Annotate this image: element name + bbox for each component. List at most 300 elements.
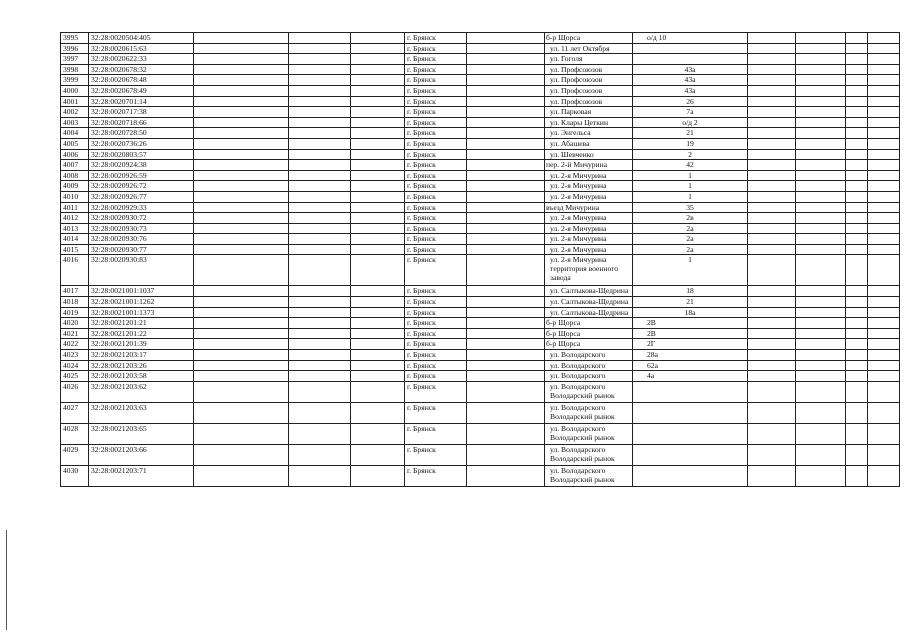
empty-cell — [796, 423, 846, 444]
empty-cell — [868, 297, 900, 308]
city-cell: г. Брянск — [405, 213, 467, 224]
empty-cell — [868, 181, 900, 192]
empty-cell — [846, 255, 868, 286]
empty-cell — [868, 54, 900, 65]
street-cell: ул. Володарского — [545, 350, 633, 361]
empty-cell — [351, 170, 405, 181]
cadastral-number-cell: 32:28:0021201:21 — [89, 318, 194, 329]
row-number-cell: 4005 — [61, 138, 89, 149]
city-cell: г. Брянск — [405, 96, 467, 107]
row-number-cell: 3999 — [61, 75, 89, 86]
street-cell: ул. Володарского — [545, 360, 633, 371]
row-number-cell: 3998 — [61, 64, 89, 75]
city-cell: г. Брянск — [405, 444, 467, 465]
city-cell: г. Брянск — [405, 350, 467, 361]
table-row — [61, 117, 900, 128]
empty-cell — [846, 381, 868, 402]
row-number-cell: 4018 — [61, 297, 89, 308]
empty-cell — [796, 255, 846, 286]
empty-cell — [194, 96, 289, 107]
empty-cell — [748, 350, 796, 361]
empty-cell — [868, 223, 900, 234]
empty-cell — [194, 465, 289, 486]
empty-cell — [194, 350, 289, 361]
cadastral-number-cell: 32:28:0020926:72 — [89, 181, 194, 192]
street-cell: ул. 2-я Мичурина — [545, 181, 633, 192]
empty-cell — [796, 223, 846, 234]
empty-cell — [467, 255, 545, 286]
empty-cell — [289, 202, 351, 213]
row-number-cell: 4023 — [61, 350, 89, 361]
table-row — [61, 402, 900, 423]
empty-cell — [846, 465, 868, 486]
empty-cell — [351, 107, 405, 118]
empty-cell — [846, 54, 868, 65]
table-row — [61, 160, 900, 171]
empty-cell — [796, 117, 846, 128]
empty-cell — [846, 43, 868, 54]
empty-cell — [846, 128, 868, 139]
empty-cell — [748, 85, 796, 96]
table-row — [61, 255, 900, 286]
cadastral-number-cell: 32:28:0020701:14 — [89, 96, 194, 107]
empty-cell — [289, 107, 351, 118]
empty-cell — [289, 371, 351, 382]
house-number-cell — [633, 54, 748, 65]
empty-cell — [748, 255, 796, 286]
empty-cell — [748, 202, 796, 213]
city-cell: г. Брянск — [405, 149, 467, 160]
row-number-cell: 3997 — [61, 54, 89, 65]
empty-cell — [467, 223, 545, 234]
empty-cell — [796, 43, 846, 54]
empty-cell — [351, 43, 405, 54]
empty-cell — [846, 328, 868, 339]
empty-cell — [846, 350, 868, 361]
city-cell: г. Брянск — [405, 328, 467, 339]
empty-cell — [796, 381, 846, 402]
cadastral-number-cell: 32:28:0021001:1373 — [89, 307, 194, 318]
city-cell: г. Брянск — [405, 170, 467, 181]
empty-cell — [796, 213, 846, 224]
house-number-cell: 21 — [633, 128, 748, 139]
empty-cell — [467, 75, 545, 86]
row-number-cell: 4016 — [61, 255, 89, 286]
empty-cell — [796, 170, 846, 181]
empty-cell — [868, 402, 900, 423]
empty-cell — [868, 328, 900, 339]
street-cell: ул. Гоголя — [545, 54, 633, 65]
empty-cell — [467, 202, 545, 213]
empty-cell — [868, 381, 900, 402]
table-row — [61, 318, 900, 329]
empty-cell — [796, 54, 846, 65]
empty-cell — [846, 339, 868, 350]
empty-cell — [289, 244, 351, 255]
empty-cell — [289, 85, 351, 96]
empty-cell — [467, 339, 545, 350]
street-cell: въезд Мичурина — [545, 202, 633, 213]
street-cell: ул. 2-я Мичурина — [545, 223, 633, 234]
empty-cell — [351, 328, 405, 339]
empty-cell — [868, 255, 900, 286]
row-number-cell: 4022 — [61, 339, 89, 350]
street-cell: ул. Профсоюзов — [545, 75, 633, 86]
house-number-cell: 2а — [633, 234, 748, 245]
city-cell: г. Брянск — [405, 465, 467, 486]
empty-cell — [846, 286, 868, 297]
house-number-cell: 4а — [633, 371, 748, 382]
empty-cell — [467, 244, 545, 255]
empty-cell — [868, 307, 900, 318]
city-cell: г. Брянск — [405, 33, 467, 44]
table-row — [61, 96, 900, 107]
empty-cell — [289, 381, 351, 402]
table-row — [61, 33, 900, 44]
house-number-cell — [633, 444, 748, 465]
city-cell: г. Брянск — [405, 286, 467, 297]
empty-cell — [796, 465, 846, 486]
row-number-cell: 4017 — [61, 286, 89, 297]
street-cell: ул. 2-я Мичурина — [545, 213, 633, 224]
empty-cell — [467, 234, 545, 245]
empty-cell — [796, 202, 846, 213]
empty-cell — [846, 96, 868, 107]
empty-cell — [289, 191, 351, 202]
empty-cell — [796, 107, 846, 118]
empty-cell — [194, 381, 289, 402]
empty-cell — [748, 128, 796, 139]
empty-cell — [467, 138, 545, 149]
registry-table-body — [61, 33, 900, 487]
empty-cell — [467, 371, 545, 382]
empty-cell — [289, 96, 351, 107]
empty-cell — [748, 360, 796, 371]
table-row — [61, 170, 900, 181]
empty-cell — [289, 423, 351, 444]
empty-cell — [796, 138, 846, 149]
empty-cell — [351, 181, 405, 192]
street-cell: ул. Энгельса — [545, 128, 633, 139]
street-cell: ул. 2-я Мичурина — [545, 244, 633, 255]
empty-cell — [868, 149, 900, 160]
house-number-cell: 62а — [633, 360, 748, 371]
empty-cell — [351, 318, 405, 329]
empty-cell — [194, 181, 289, 192]
table-row — [61, 149, 900, 160]
street-cell: ул. Клары Цеткин — [545, 117, 633, 128]
empty-cell — [194, 149, 289, 160]
table-row — [61, 128, 900, 139]
empty-cell — [748, 64, 796, 75]
cadastral-number-cell: 32:28:0020622:33 — [89, 54, 194, 65]
house-number-cell — [633, 402, 748, 423]
empty-cell — [846, 117, 868, 128]
city-cell: г. Брянск — [405, 75, 467, 86]
empty-cell — [467, 423, 545, 444]
empty-cell — [351, 160, 405, 171]
empty-cell — [868, 138, 900, 149]
street-cell: пер. 2-й Мичурина — [545, 160, 633, 171]
empty-cell — [289, 255, 351, 286]
row-number-cell: 4011 — [61, 202, 89, 213]
street-cell: ул. 2-я Мичурина — [545, 191, 633, 202]
house-number-cell: 2 — [633, 149, 748, 160]
empty-cell — [868, 234, 900, 245]
empty-cell — [868, 85, 900, 96]
street-cell: б-р Щорса — [545, 339, 633, 350]
table-row — [61, 244, 900, 255]
empty-cell — [868, 423, 900, 444]
empty-cell — [351, 360, 405, 371]
empty-cell — [194, 64, 289, 75]
row-number-cell: 4028 — [61, 423, 89, 444]
empty-cell — [467, 465, 545, 486]
row-number-cell: 4015 — [61, 244, 89, 255]
empty-cell — [351, 75, 405, 86]
empty-cell — [289, 138, 351, 149]
empty-cell — [351, 339, 405, 350]
street-cell: ул. Володарского Володарский рынок — [545, 444, 633, 465]
empty-cell — [467, 402, 545, 423]
empty-cell — [351, 128, 405, 139]
empty-cell — [748, 318, 796, 329]
empty-cell — [194, 75, 289, 86]
street-cell: ул. Абашева — [545, 138, 633, 149]
empty-cell — [351, 138, 405, 149]
empty-cell — [467, 360, 545, 371]
table-row — [61, 213, 900, 224]
empty-cell — [467, 96, 545, 107]
empty-cell — [846, 234, 868, 245]
empty-cell — [846, 138, 868, 149]
empty-cell — [194, 244, 289, 255]
empty-cell — [351, 402, 405, 423]
empty-cell — [796, 402, 846, 423]
empty-cell — [467, 54, 545, 65]
street-cell: ул. 2-я Мичурина территория военного завода — [545, 255, 633, 286]
table-row — [61, 381, 900, 402]
house-number-cell: 18а — [633, 307, 748, 318]
cadastral-number-cell: 32:28:0021203:71 — [89, 465, 194, 486]
empty-cell — [351, 350, 405, 361]
city-cell: г. Брянск — [405, 138, 467, 149]
empty-cell — [868, 191, 900, 202]
house-number-cell — [633, 381, 748, 402]
empty-cell — [467, 128, 545, 139]
row-number-cell: 4027 — [61, 402, 89, 423]
house-number-cell: 2в — [633, 213, 748, 224]
street-cell: ул. Салтыкова-Щедрина — [545, 307, 633, 318]
empty-cell — [351, 191, 405, 202]
empty-cell — [194, 43, 289, 54]
empty-cell — [194, 202, 289, 213]
table-row — [61, 360, 900, 371]
cadastral-number-cell: 32:28:0020924:38 — [89, 160, 194, 171]
empty-cell — [289, 54, 351, 65]
city-cell: г. Брянск — [405, 318, 467, 329]
house-number-cell: 35 — [633, 202, 748, 213]
cadastral-number-cell: 32:28:0021201:22 — [89, 328, 194, 339]
city-cell: г. Брянск — [405, 43, 467, 54]
city-cell: г. Брянск — [405, 423, 467, 444]
empty-cell — [748, 307, 796, 318]
city-cell: г. Брянск — [405, 117, 467, 128]
empty-cell — [846, 318, 868, 329]
empty-cell — [868, 128, 900, 139]
cadastral-number-cell: 32:28:0020926:77 — [89, 191, 194, 202]
house-number-cell: 21 — [633, 297, 748, 308]
empty-cell — [748, 160, 796, 171]
house-number-cell: 26 — [633, 96, 748, 107]
city-cell: г. Брянск — [405, 107, 467, 118]
empty-cell — [351, 244, 405, 255]
table-row — [61, 54, 900, 65]
city-cell: г. Брянск — [405, 234, 467, 245]
house-number-cell: 18 — [633, 286, 748, 297]
empty-cell — [194, 255, 289, 286]
cadastral-number-cell: 32:28:0020803:57 — [89, 149, 194, 160]
empty-cell — [351, 381, 405, 402]
city-cell: г. Брянск — [405, 255, 467, 286]
row-number-cell: 4009 — [61, 181, 89, 192]
cadastral-number-cell: 32:28:0020678:32 — [89, 64, 194, 75]
empty-cell — [289, 213, 351, 224]
empty-cell — [351, 117, 405, 128]
row-number-cell: 4013 — [61, 223, 89, 234]
empty-cell — [194, 170, 289, 181]
row-number-cell: 4019 — [61, 307, 89, 318]
table-row — [61, 223, 900, 234]
house-number-cell: 2В — [633, 318, 748, 329]
city-cell: г. Брянск — [405, 160, 467, 171]
house-number-cell: 1 — [633, 191, 748, 202]
empty-cell — [846, 213, 868, 224]
table-row — [61, 43, 900, 54]
empty-cell — [194, 117, 289, 128]
empty-cell — [467, 444, 545, 465]
empty-cell — [748, 43, 796, 54]
street-cell: ул. Володарского — [545, 371, 633, 382]
empty-cell — [748, 297, 796, 308]
empty-cell — [194, 213, 289, 224]
empty-cell — [748, 234, 796, 245]
empty-cell — [748, 381, 796, 402]
house-number-cell: 7а — [633, 107, 748, 118]
empty-cell — [748, 54, 796, 65]
empty-cell — [194, 444, 289, 465]
empty-cell — [846, 402, 868, 423]
empty-cell — [846, 223, 868, 234]
cadastral-number-cell: 32:28:0020926:59 — [89, 170, 194, 181]
house-number-cell: 43а — [633, 85, 748, 96]
empty-cell — [796, 85, 846, 96]
house-number-cell: 42 — [633, 160, 748, 171]
cadastral-number-cell: 32:28:0020929:33 — [89, 202, 194, 213]
house-number-cell: о/д 2 — [633, 117, 748, 128]
cadastral-number-cell: 32:28:0020504:405 — [89, 33, 194, 44]
table-row — [61, 138, 900, 149]
table-row — [61, 181, 900, 192]
empty-cell — [467, 297, 545, 308]
empty-cell — [748, 423, 796, 444]
empty-cell — [289, 307, 351, 318]
row-number-cell: 4026 — [61, 381, 89, 402]
empty-cell — [796, 444, 846, 465]
empty-cell — [846, 160, 868, 171]
house-number-cell: 2Г — [633, 339, 748, 350]
empty-cell — [868, 33, 900, 44]
street-cell: ул. 11 лет Октября — [545, 43, 633, 54]
row-number-cell: 4004 — [61, 128, 89, 139]
table-row — [61, 465, 900, 486]
cadastral-number-cell: 32:28:0021001:1262 — [89, 297, 194, 308]
empty-cell — [796, 307, 846, 318]
house-number-cell: 19 — [633, 138, 748, 149]
empty-cell — [194, 33, 289, 44]
empty-cell — [351, 213, 405, 224]
row-number-cell: 4024 — [61, 360, 89, 371]
house-number-cell: 2а — [633, 223, 748, 234]
street-cell: ул. Парковая — [545, 107, 633, 118]
city-cell: г. Брянск — [405, 191, 467, 202]
empty-cell — [351, 96, 405, 107]
cadastral-number-cell: 32:28:0020930:77 — [89, 244, 194, 255]
empty-cell — [748, 107, 796, 118]
empty-cell — [868, 339, 900, 350]
empty-cell — [289, 318, 351, 329]
empty-cell — [194, 223, 289, 234]
empty-cell — [796, 33, 846, 44]
empty-cell — [796, 350, 846, 361]
empty-cell — [846, 202, 868, 213]
empty-cell — [868, 465, 900, 486]
street-cell: ул. 2-я Мичурина — [545, 234, 633, 245]
empty-cell — [846, 85, 868, 96]
empty-cell — [868, 160, 900, 171]
street-cell: ул. Профсоюзов — [545, 96, 633, 107]
table-row — [61, 75, 900, 86]
cadastral-number-cell: 32:28:0021203:65 — [89, 423, 194, 444]
empty-cell — [194, 191, 289, 202]
city-cell: г. Брянск — [405, 128, 467, 139]
empty-cell — [194, 107, 289, 118]
cadastral-number-cell: 32:28:0020678:49 — [89, 85, 194, 96]
empty-cell — [194, 138, 289, 149]
street-cell: ул. Володарского Володарский рынок — [545, 465, 633, 486]
city-cell: г. Брянск — [405, 181, 467, 192]
city-cell: г. Брянск — [405, 371, 467, 382]
row-number-cell: 4007 — [61, 160, 89, 171]
empty-cell — [194, 85, 289, 96]
table-row — [61, 444, 900, 465]
empty-cell — [868, 213, 900, 224]
row-number-cell: 4020 — [61, 318, 89, 329]
empty-cell — [194, 318, 289, 329]
row-number-cell: 4014 — [61, 234, 89, 245]
empty-cell — [351, 64, 405, 75]
empty-cell — [289, 339, 351, 350]
cadastral-number-cell: 32:28:0021203:62 — [89, 381, 194, 402]
empty-cell — [289, 286, 351, 297]
table-row — [61, 297, 900, 308]
empty-cell — [846, 149, 868, 160]
street-cell: б-р Щорса — [545, 318, 633, 329]
house-number-cell: 1 — [633, 170, 748, 181]
empty-cell — [868, 107, 900, 118]
empty-cell — [796, 181, 846, 192]
empty-cell — [748, 444, 796, 465]
